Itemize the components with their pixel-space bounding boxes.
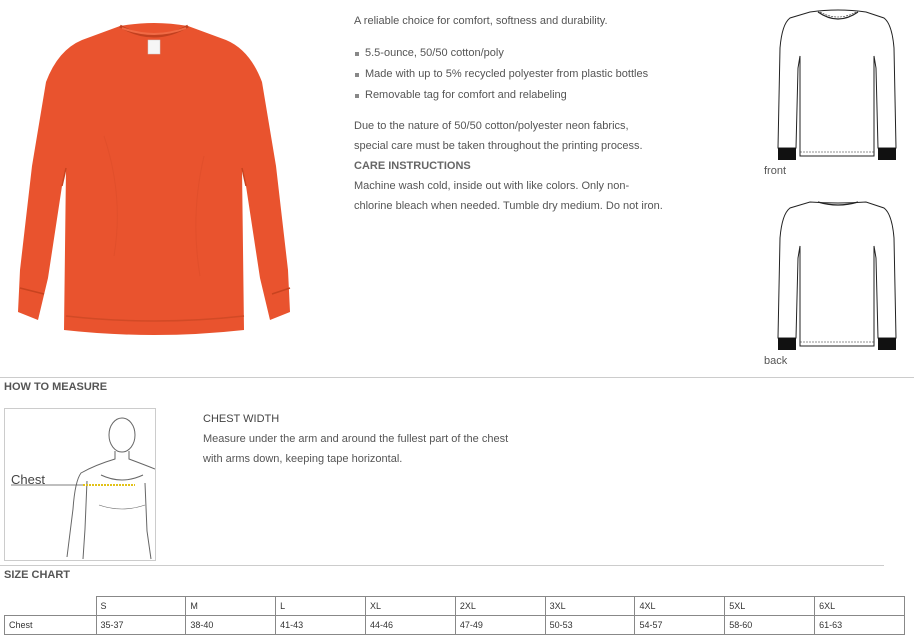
size-header: M <box>186 597 276 616</box>
measure-text: Measure under the arm and around the fullest part of the chest with arms down, keeping tape horizontal. <box>203 433 509 465</box>
size-chart-title: SIZE CHART <box>4 569 70 581</box>
care-text: Machine wash cold, inside out with like colors. Only non-chlorine bleach when needed. Tumble dry medium. Do not iron. <box>354 180 663 212</box>
measure-heading: CHEST WIDTH <box>203 413 280 425</box>
row-label: Chest <box>5 616 97 635</box>
care-heading: CARE INSTRUCTIONS <box>354 160 471 172</box>
size-header: 2XL <box>455 597 545 616</box>
size-header: S <box>96 597 186 616</box>
back-label: back <box>764 355 788 367</box>
divider <box>0 377 914 378</box>
table-cell: 54-57 <box>635 616 725 635</box>
feature-list <box>354 43 664 106</box>
description-intro: A reliable choice for comfort, softness and durability. <box>354 15 608 27</box>
table-cell: 41-43 <box>276 616 366 635</box>
front-flat-sketch <box>774 8 902 169</box>
feature-item: 5.5-ounce, 50/50 cotton/poly <box>354 43 664 64</box>
size-chart-table <box>4 596 905 635</box>
size-header: 4XL <box>635 597 725 616</box>
table-cell: 35-37 <box>96 616 186 635</box>
size-header: 5XL <box>725 597 815 616</box>
size-header: L <box>276 597 366 616</box>
size-header-row <box>5 597 905 616</box>
table-cell: 61-63 <box>815 616 905 635</box>
front-label: front <box>764 165 787 177</box>
how-to-measure-title: HOW TO MEASURE <box>4 381 108 393</box>
measure-instructions <box>203 409 523 469</box>
table-row <box>5 616 905 635</box>
size-header: 3XL <box>545 597 635 616</box>
back-flat-sketch <box>774 198 902 359</box>
table-cell: 50-53 <box>545 616 635 635</box>
product-description <box>354 11 664 216</box>
table-cell: 38-40 <box>186 616 276 635</box>
care-note: Due to the nature of 50/50 cotton/polyester neon fabrics, special care must be taken throughout the printing process. <box>354 120 643 152</box>
measure-figure <box>4 408 156 561</box>
table-cell: 44-46 <box>365 616 455 635</box>
empty-cell <box>5 597 97 616</box>
divider <box>0 565 884 566</box>
chest-label: Chest <box>11 472 45 487</box>
feature-item: Removable tag for comfort and relabeling <box>354 85 664 106</box>
feature-item: Made with up to 5% recycled polyester from plastic bottles <box>354 64 664 85</box>
product-image <box>14 16 294 338</box>
table-cell: 58-60 <box>725 616 815 635</box>
table-cell: 47-49 <box>455 616 545 635</box>
size-header: 6XL <box>815 597 905 616</box>
size-header: XL <box>365 597 455 616</box>
